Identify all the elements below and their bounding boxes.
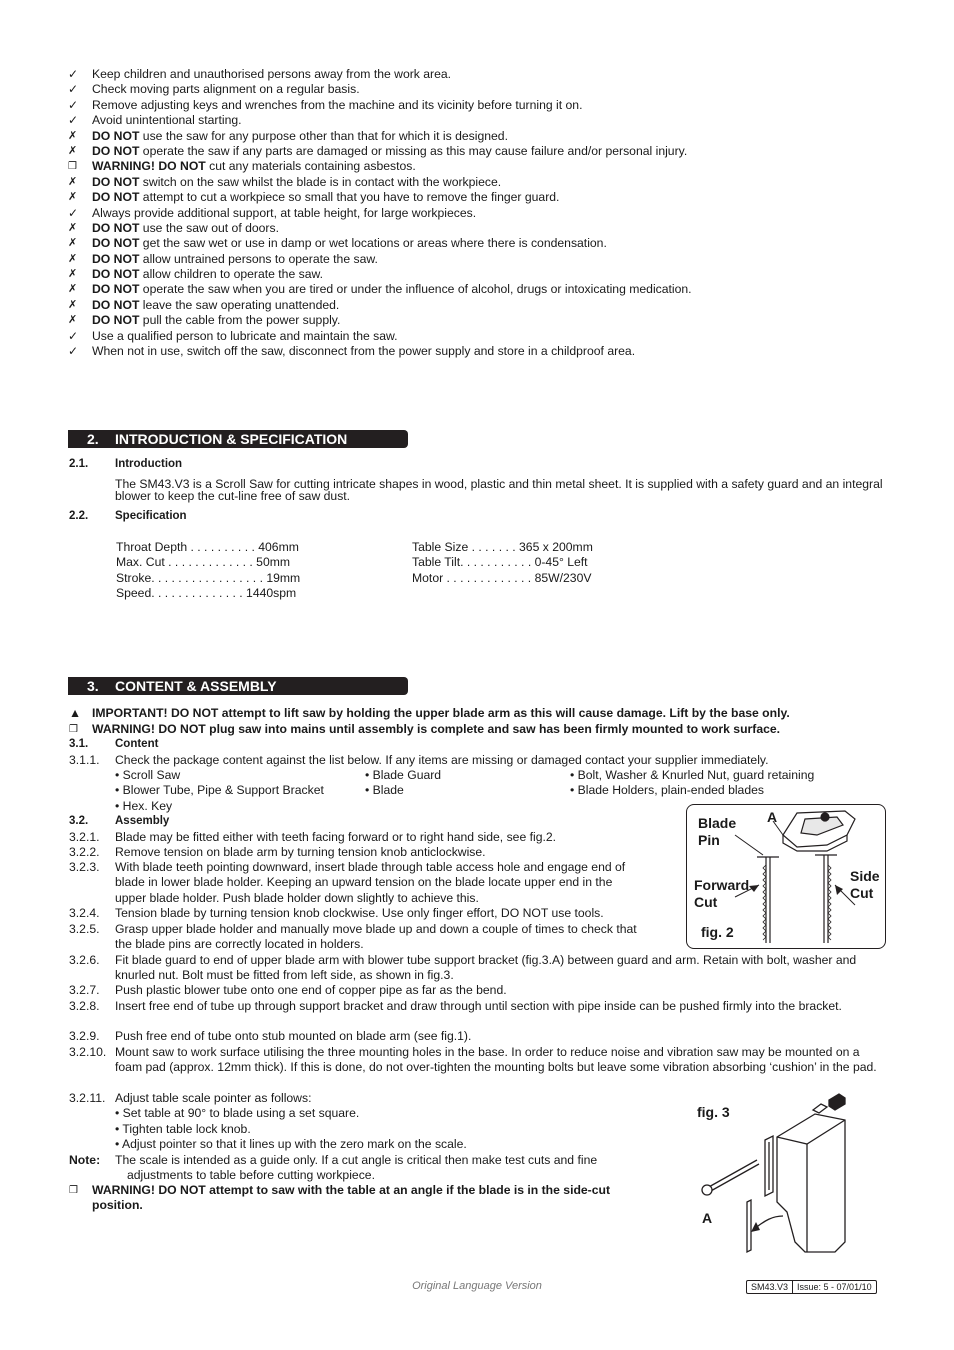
safety-item-text (92, 175, 898, 190)
step-text-line: blade in lower blade holder. Keeping an upward tension on the blade locate upper end in the (115, 875, 613, 890)
check-icon: ✓ (68, 97, 79, 112)
note-text-line: The scale is intended as a guide only. If a cut angle is critical then make test cuts and fine (115, 1153, 598, 1167)
safety-item-body: switch on the saw whilst the blade is in contact with the workpiece. (139, 174, 502, 189)
safety-item-body: attempt to cut a workpiece so small that you have to remove the finger guard. (139, 190, 560, 205)
safety-item-text (92, 298, 898, 313)
section-2-number: 2. (87, 431, 99, 447)
safety-checklist (68, 67, 898, 359)
safety-item-text (92, 159, 898, 174)
step-text: Blade may be fitted either with teeth facing forward or to right hand side, see fig.2. (115, 830, 557, 844)
check-icon: ✓ (68, 344, 79, 359)
fig-2-callout-a: A (767, 809, 778, 825)
intro-number: 2.1. (69, 458, 89, 470)
content-item: • Hex. Key (115, 799, 173, 813)
safety-item-emphasis: DO NOT (92, 251, 140, 266)
content-item: • Blade (365, 783, 404, 797)
step-number: 3.2.4. (69, 906, 100, 920)
fig-3-callout-a: A (702, 1210, 713, 1226)
step-number: 3.2.9. (69, 1029, 100, 1043)
safety-item-text (92, 252, 898, 267)
warning-plug (69, 722, 899, 737)
content-title: Content (115, 738, 159, 750)
cross-icon: ✗ (68, 298, 78, 311)
intro-title: Introduction (115, 458, 183, 470)
checkbox-icon: ❒ (69, 1185, 78, 1196)
cross-icon: ✗ (68, 283, 78, 296)
warning-side-cut-text (92, 1183, 669, 1214)
fig-2-box (686, 804, 886, 949)
safety-item (68, 252, 898, 267)
safety-item-body: Always provide additional support, at table height, for large workpieces. (92, 205, 477, 220)
safety-item-body: pull the cable from the power supply. (139, 313, 341, 328)
safety-item-text (92, 144, 898, 159)
fig-2-forward-cut-label: Cut (694, 894, 718, 910)
sub-step: • Tighten table lock knob. (115, 1122, 251, 1136)
step-text: Adjust table scale pointer as follows: (115, 1091, 312, 1105)
fig-2-label: fig. 2 (701, 924, 734, 940)
step-number: 3.2.3. (69, 860, 100, 874)
safety-item (68, 298, 898, 313)
step-number: 3.1.1. (69, 753, 100, 767)
content-item: • Blade Holders, plain-ended blades (570, 783, 764, 797)
important-text: IMPORTANT! DO NOT attempt to lift saw by holding the upper blade arm as this will cause damage. Lift by the base only. (92, 706, 790, 720)
safety-item-emphasis: DO NOT (92, 282, 140, 297)
step-text: Remove tension on blade arm by turning tension knob anticlockwise. (115, 845, 486, 859)
safety-item-text (92, 190, 898, 205)
safety-item-body: allow children to operate the saw. (139, 267, 324, 282)
step-3-2-8 (69, 999, 889, 1014)
checkbox-icon: ❒ (69, 724, 78, 735)
section-3-number: 3. (87, 678, 99, 694)
safety-item-body: Keep children and unauthorised persons away from the work area. (92, 67, 452, 81)
safety-item (68, 329, 898, 344)
safety-item (68, 113, 898, 128)
safety-item-emphasis: DO NOT (92, 220, 140, 235)
step-number: 3.2.7. (69, 983, 100, 997)
intro-text: The SM43.V3 is a Scroll Saw for cutting intricate shapes in wood, plastic and thin metal sheet. It is supplied with a safety guard and an integral blower to keep the cut-line free of saw dust. (115, 477, 883, 503)
safety-item-emphasis: DO NOT (92, 297, 140, 312)
safety-item (68, 313, 898, 328)
safety-item-body: Check moving parts alignment on a regular basis. (92, 82, 360, 97)
content-item: • Scroll Saw (115, 768, 181, 782)
safety-item-text (92, 329, 898, 344)
safety-item (68, 236, 898, 251)
step-text: Push free end of tube onto stub mounted on blade arm (see fig.1). (115, 1029, 472, 1043)
sub-step: • Set table at 90° to blade using a set square. (115, 1106, 360, 1120)
safety-item-emphasis: DO NOT (92, 143, 140, 158)
fig-2-pin-label: Pin (698, 832, 720, 848)
check-icon: ✓ (68, 328, 79, 343)
assembly-number: 3.2. (69, 815, 89, 827)
cross-icon: ✗ (68, 144, 78, 157)
content-item: • Blower Tube, Pipe & Support Bracket (115, 783, 324, 797)
safety-item (68, 221, 898, 236)
section-3-header (68, 677, 408, 695)
safety-item (68, 344, 898, 359)
step-3-2-7 (69, 983, 889, 998)
spec-table-size: Table Size . . . . . . . 365 x 200mm (412, 540, 593, 554)
safety-item-body: Remove adjusting keys and wrenches from the machine and its vicinity before turning it on. (92, 97, 583, 112)
cross-icon: ✗ (68, 129, 78, 142)
safety-item-text (92, 344, 898, 359)
warning-line: WARNING! DO NOT attempt to saw with the table at an angle if the blade is in the side-cut (92, 1183, 611, 1197)
safety-item-emphasis: DO NOT (92, 267, 140, 282)
cross-icon: ✗ (68, 221, 78, 234)
note-text (115, 1153, 669, 1184)
safety-item-emphasis: DO NOT (92, 128, 140, 143)
check-icon: ✓ (68, 205, 79, 220)
cross-icon: ✗ (68, 191, 78, 204)
safety-item-body: When not in use, switch off the saw, disconnect from the power supply and store in a childproof area. (92, 344, 636, 359)
note-text-line: adjustments to table before cutting workpiece. (127, 1168, 375, 1183)
fig-2-side-cut-label: Cut (850, 885, 874, 901)
safety-item-text (92, 221, 898, 236)
check-icon: ✓ (68, 113, 79, 128)
checkbox-icon: ❒ (68, 161, 77, 173)
footer-model: SM43.V3 (751, 1282, 789, 1292)
safety-item (68, 144, 898, 159)
warning-plug-text: WARNING! DO NOT plug saw into mains until assembly is complete and saw has been firmly mounted to work surface. (92, 722, 781, 736)
fig-2-side-label: Side (850, 868, 880, 884)
step-number: 3.2.11. (69, 1091, 106, 1105)
check-icon: ✓ (68, 82, 79, 97)
blade-guard-drawing (695, 1092, 885, 1257)
content-number: 3.1. (69, 738, 89, 750)
section-3-title: CONTENT & ASSEMBLY (115, 678, 277, 694)
cross-icon: ✗ (68, 314, 78, 327)
footer-issue: Issue: 5 - 07/01/10 (792, 1281, 876, 1293)
safety-item-body: operate the saw if any parts are damaged or missing as this may cause failure and/or personal injury. (139, 143, 688, 158)
safety-item (68, 282, 898, 297)
spec-throat-depth: Throat Depth . . . . . . . . . . 406mm (116, 540, 299, 554)
safety-item (68, 98, 898, 113)
step-text: Fit blade guard to end of upper blade arm with blower tube support bracket (fig.3.A) between guard and arm. Retain with bolt, washer and knurled nut. Bolt must be fitted from left side, as shown in fig.3. (115, 953, 857, 983)
step-number: 3.2.10. (69, 1045, 107, 1059)
footer-language: Original Language Version (412, 1280, 542, 1292)
safety-item-body: operate the saw when you are tired or under the influence of alcohol, drugs or intoxicating medication. (139, 282, 692, 297)
step-text-line: With blade teeth pointing downward, insert blade through table access hole and engage end of (115, 860, 626, 874)
safety-item (68, 175, 898, 190)
step-number: 3.2.5. (69, 922, 100, 936)
fig-2-blade-label: Blade (698, 815, 737, 831)
cross-icon: ✗ (68, 268, 78, 281)
safety-item-text (92, 82, 898, 97)
safety-item-text (92, 129, 898, 144)
step-3-2-6 (69, 953, 889, 984)
sub-step: • Adjust pointer so that it lines up with the zero mark on the scale. (115, 1137, 467, 1151)
safety-item-text (92, 236, 898, 251)
spec-table-tilt: Table Tilt. . . . . . . . . . . 0-45° Left (412, 555, 588, 569)
safety-item-text (92, 267, 898, 282)
safety-item (68, 67, 898, 82)
step-3-2-9 (69, 1029, 889, 1044)
spec-number: 2.2. (69, 510, 89, 522)
safety-item (68, 82, 898, 97)
cross-icon: ✗ (68, 175, 78, 188)
safety-item-emphasis: DO NOT (92, 313, 140, 328)
safety-item-body: use the saw for any purpose other than that for which it is designed. (139, 128, 508, 143)
step-text-line: the blade pins are correctly located in holders. (115, 937, 364, 952)
safety-item-emphasis: DO NOT (92, 190, 140, 205)
safety-item-body: Use a qualified person to lubricate and maintain the saw. (92, 328, 398, 343)
note-label: Note: (69, 1153, 101, 1167)
content-item: • Bolt, Washer & Knurled Nut, guard retaining (570, 768, 815, 782)
safety-item (68, 159, 898, 174)
safety-item (68, 129, 898, 144)
step-number: 3.2.8. (69, 999, 100, 1013)
assembly-title: Assembly (115, 815, 170, 827)
safety-item-body: leave the saw operating unattended. (139, 297, 340, 312)
step-text-line: Grasp upper blade holder and manually move blade up and down a couple of times to check that (115, 922, 637, 936)
footer-code (746, 1280, 877, 1294)
safety-item-emphasis: DO NOT (92, 236, 140, 251)
section-2-header (68, 430, 408, 448)
safety-item-text (92, 282, 898, 297)
step-text: Insert free end of tube up through support bracket and draw through until section with pipe inside can be pushed firmly into the bracket. (115, 999, 842, 1013)
step-3-2-10 (69, 1045, 889, 1076)
spec-max-cut: Max. Cut . . . . . . . . . . . . . 50mm (116, 555, 291, 569)
important-notice (69, 706, 899, 721)
safety-item-body: allow untrained persons to operate the saw. (139, 251, 378, 266)
cross-icon: ✗ (68, 237, 78, 250)
step-3-1-1 (69, 753, 889, 768)
safety-item-text (92, 67, 898, 82)
step-text: Push plastic blower tube onto one end of copper pipe as far as the bend. (115, 983, 507, 997)
safety-item (68, 267, 898, 282)
fig-3-label: fig. 3 (697, 1104, 730, 1120)
fig-2-forward-label: Forward (694, 877, 750, 893)
warning-line: position. (92, 1198, 143, 1213)
step-number: 3.2.2. (69, 845, 100, 859)
check-icon: ✓ (68, 67, 79, 81)
step-number: 3.2.1. (69, 830, 100, 844)
spec-stroke: Stroke. . . . . . . . . . . . . . . . . 19mm (116, 571, 301, 585)
safety-item-body: cut any materials containing asbestos. (205, 159, 416, 174)
safety-item (68, 190, 898, 205)
content-item: • Blade Guard (365, 768, 442, 782)
warning-side-cut (69, 1183, 669, 1214)
safety-item-text (92, 98, 898, 113)
step-text: Mount saw to work surface utilising the three mounting holes in the base. In order to reduce noise and vibration saw may be mounted on a foam pad (approx. 12mm thick). If this is done, do not over-tighten the mounting bolts but leave some vibration absorbing ‘cushion’ in the pad. (115, 1045, 877, 1075)
note (69, 1153, 669, 1184)
step-text: Check the package content against the list below. If any items are missing or damaged contact your supplier immediately. (115, 753, 769, 767)
safety-item-emphasis: DO NOT (92, 174, 140, 189)
step-text-line: upper blade holder. Push blade holder down slightly to achieve this. (115, 890, 479, 905)
spec-motor: Motor . . . . . . . . . . . . . 85W/230V (412, 571, 592, 585)
warning-triangle-icon: ▲ (69, 706, 82, 720)
step-text: Tension blade by turning tension knob clockwise. Use only finger effort, DO NOT use tools. (115, 906, 604, 920)
cross-icon: ✗ (68, 252, 78, 265)
safety-item-body: Avoid unintentional starting. (92, 113, 242, 128)
safety-item-text (92, 313, 898, 328)
safety-item (68, 206, 898, 221)
safety-item-body: use the saw out of doors. (139, 220, 279, 235)
safety-item-text (92, 206, 898, 221)
spec-title: Specification (115, 510, 187, 522)
safety-item-text (92, 113, 898, 128)
step-number: 3.2.6. (69, 953, 100, 967)
spec-speed: Speed. . . . . . . . . . . . . . 1440spm (116, 586, 297, 600)
safety-item-emphasis: WARNING! DO NOT (92, 159, 206, 174)
safety-item-body: get the saw wet or use in damp or wet locations or areas where there is condensation. (139, 236, 607, 251)
section-2-title: INTRODUCTION & SPECIFICATION (115, 431, 348, 447)
